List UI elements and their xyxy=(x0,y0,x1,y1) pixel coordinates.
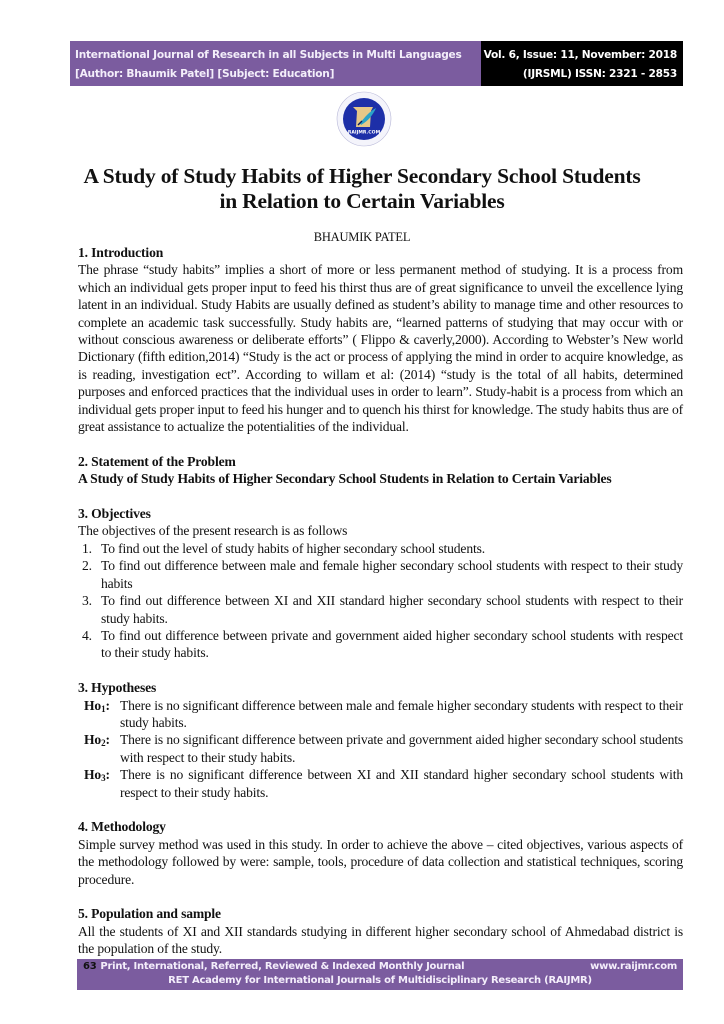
journal-footer xyxy=(77,959,683,990)
raijmr-logo-icon xyxy=(336,91,392,147)
objective-item xyxy=(78,627,683,662)
page-number: 63 xyxy=(83,961,97,972)
hypothesis-label: $Ho_3$: xyxy=(84,767,110,784)
objective-item xyxy=(78,557,683,592)
problem-heading: 2. Statement of the Problem xyxy=(78,453,236,469)
hypothesis-text: There is no significant difference between XI and XII standard higher secondary school students with respect to their study habits. xyxy=(120,767,683,800)
population-body: All the students of XI and XII standards studying in different higher secondary school of Ahmedabad district is the population of the study. xyxy=(78,923,683,957)
objective-text: To find out the level of study habits of higher secondary school students. xyxy=(101,540,485,556)
author-subject: [Author: Bhaumik Patel] [Subject: Education] xyxy=(75,68,335,80)
paper-title-line-2: in Relation to Certain Variables xyxy=(219,189,505,213)
objective-item xyxy=(78,540,683,557)
header-issue-info xyxy=(481,41,683,86)
hypotheses-heading: 3. Hypotheses xyxy=(78,680,157,696)
hypothesis-text: There is no significant difference between male and female higher secondary students with respect to their study habits. xyxy=(120,697,683,730)
objective-number: 1. xyxy=(82,540,92,556)
hypothesis-label: $Ho_1$: xyxy=(84,697,110,714)
objective-text: To find out difference between private and government aided higher secondary school students with respect to their study habits. xyxy=(101,627,683,661)
journal-header xyxy=(70,41,683,86)
objective-number: 4. xyxy=(82,627,92,643)
problem-statement: A Study of Study Habits of Higher Secondary School Students in Relation to Certain Variables xyxy=(78,471,612,487)
header-journal-info xyxy=(70,41,481,86)
methodology-heading: 4. Methodology xyxy=(78,819,166,835)
issn: (IJRSML) ISSN: 2321 - 2853 xyxy=(522,68,677,80)
objective-text: To find out difference between male and female higher secondary school students with respect to their study habits xyxy=(101,558,683,591)
objective-number: 2. xyxy=(82,558,92,574)
objective-number: 3. xyxy=(82,593,92,609)
footer-tagline: Print, International, Referred, Reviewed & Indexed Monthly Journal xyxy=(100,961,465,972)
introduction-heading: 1. Introduction xyxy=(78,245,164,260)
hypothesis-item xyxy=(78,731,683,766)
journal-name: International Journal of Research in all Subjects in Multi Languages xyxy=(75,49,462,61)
introduction-body: The phrase “study habits” implies a short of more or less permanent method of studying. It is a process from which an individual gets proper input to feed his thirst thus are of great significance to unveil the excellence lying latent in an individual. Study Habits are usually defined as student’s ability to manage time and other resources to complete an academic task successfully. Study habits are, “learned patterns of studying that may occur with or without conscious awareness or deliberate efforts” ( Flippo & caverly,2000). According to Webster’s New world Dictionary (fifth edition,2014) “Study is the act or process of applying the mind in order to acquire knowledge, as is reading, investigation ect”. According to willam et al: (2014) “study is the total of all habits, determined purposes and enforced practices that the individual uses in order to learn”. Study-habit is a process from which an individual gets proper input to feed his hunger and to quench his thirst for knowledge. The study habits thus are of great assistance to actualize the potentialities of the individual. xyxy=(78,262,683,435)
logo-text: RAIJMR.COM xyxy=(347,130,381,136)
population-heading: 5. Population and sample xyxy=(78,906,221,922)
methodology-body: Simple survey method was used in this study. In order to achieve the above – cited objectives, various aspects of the methodology followed by were: sample, tools, procedure of data collection and statistical techniques, scoring procedure. xyxy=(78,836,683,887)
hypothesis-item xyxy=(78,766,683,801)
objectives-list xyxy=(78,540,683,662)
objective-item xyxy=(78,592,683,627)
hypothesis-label: $Ho_2$: xyxy=(84,732,110,749)
paper-title xyxy=(60,164,664,214)
paper-title-line-1: A Study of Study Habits of Higher Secondary School Students xyxy=(83,164,641,188)
paper-body xyxy=(78,244,683,958)
volume-issue: Vol. 6, Issue: 11, November: 2018 xyxy=(483,49,677,61)
hypothesis-item xyxy=(78,697,683,732)
footer-tagline-group xyxy=(83,960,464,974)
objectives-intro: The objectives of the present research is as follows xyxy=(78,523,348,539)
paper-author: BHAUMIK PATEL xyxy=(313,230,411,244)
objective-text: To find out difference between XI and XII standard higher secondary school students with respect to their study habits. xyxy=(101,593,683,626)
footer-website-link[interactable]: www.raijmr.com xyxy=(590,961,677,972)
footer-publisher: RET Academy for International Journals of Multidisciplinary Research (RAIJMR) xyxy=(168,975,592,986)
objectives-heading: 3. Objectives xyxy=(78,506,151,522)
hypothesis-text: There is no significant difference between private and government aided higher secondary school students with respect to their study habits. xyxy=(120,732,683,765)
